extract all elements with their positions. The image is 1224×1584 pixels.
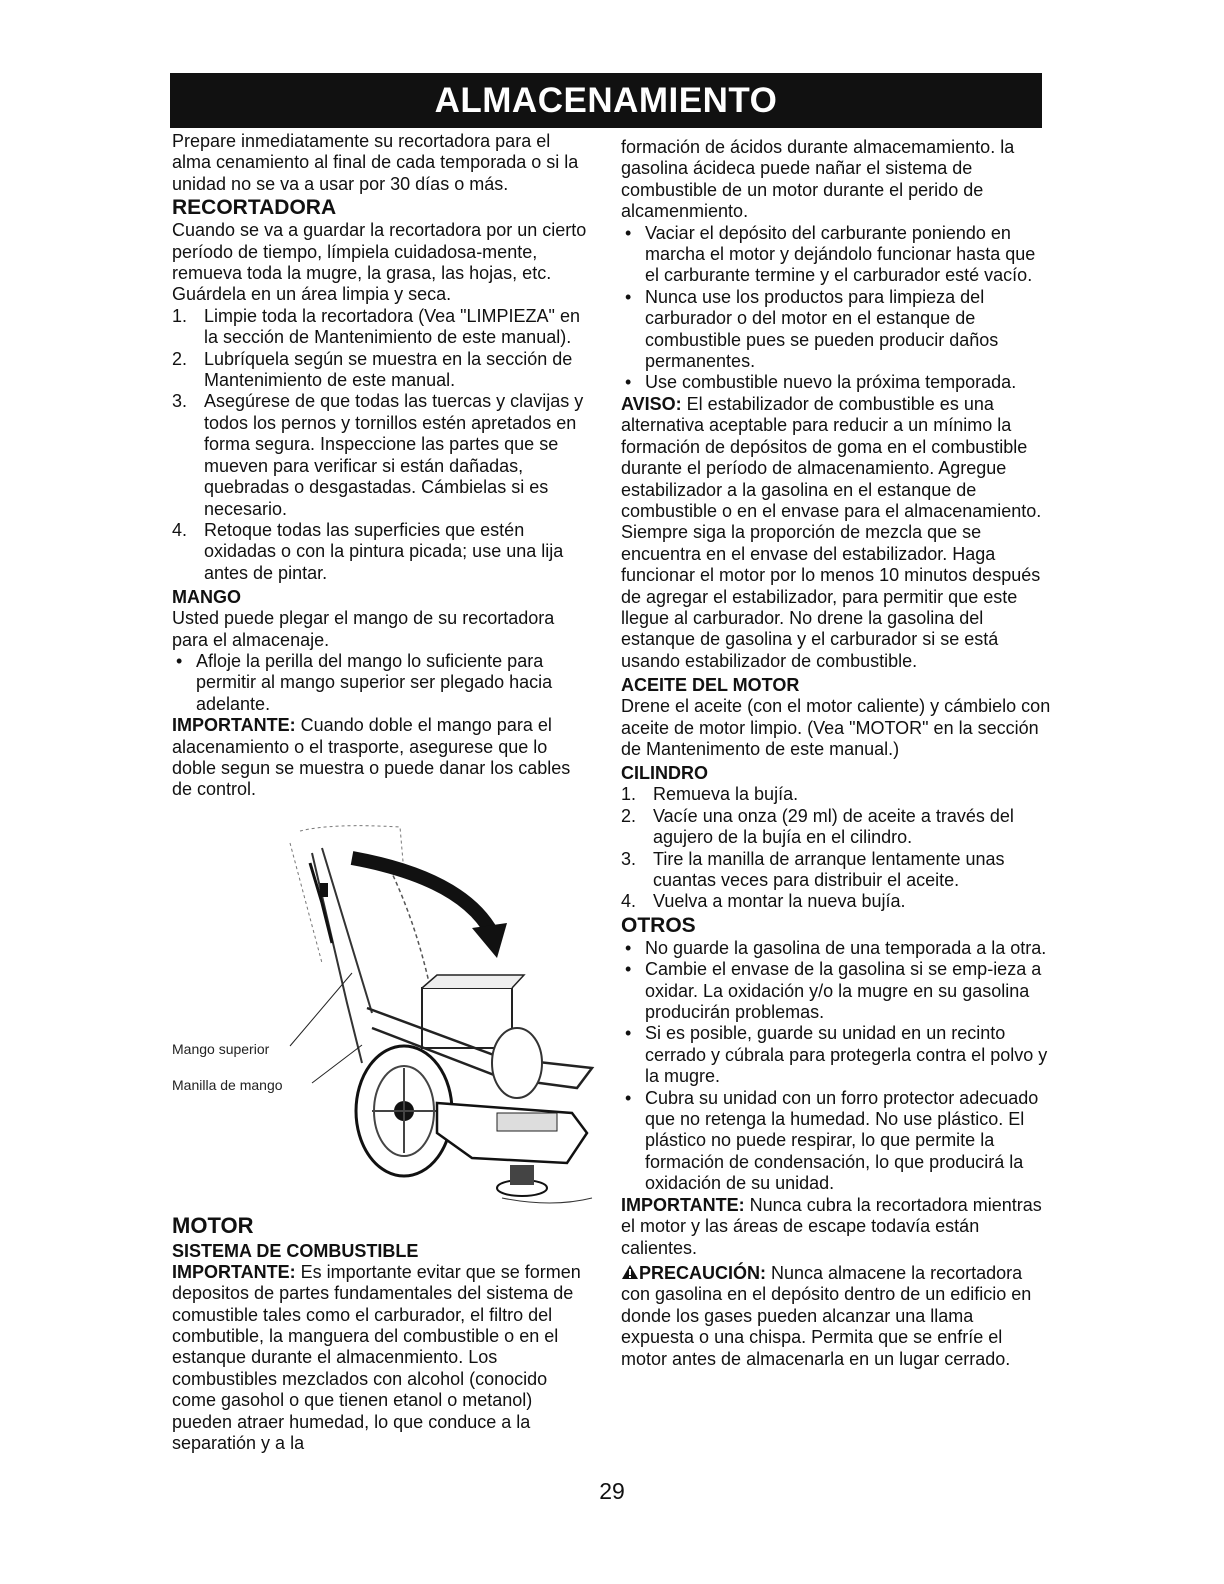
otros-bullets — [621, 938, 1051, 1195]
intro-paragraph: Prepare inmediatamente su recortadora para el alma cenamiento al final de cada temporada o si la unidad no se va a usar por 30 días o más. — [172, 131, 579, 194]
fuel-bullets — [621, 223, 1051, 394]
list-item: • Afloje la perilla del mango lo suficiente para permitir al mango superior ser plegado hacia adelante. — [176, 650, 553, 714]
recortadora-paragraph: Cuando se va a guardar la recortadora por un cierto período de tiempo, límpiela cuidadosa-mente, remueva toda la mugre, la grasa, las hojas, etc. Guárdela en un área limpia y seca. — [172, 220, 587, 305]
list-item: • Nunca use los productos para limpieza del carburador o del motor en el estanque de combustible pues se pueden producir daños permanentes. — [625, 286, 999, 372]
list-item: • No guarde la gasolina de una temporada a la otra. — [625, 937, 1047, 958]
mango-important: IMPORTANTE: Cuando doble el mango para el alacenamiento o el trasporte, asegurese que lo doble segun se muestra o puede danar los cables de control. — [172, 715, 571, 800]
right-column — [621, 137, 1051, 1370]
continuation-paragraph: formación de ácidos durante almacemamiento. la gasolina ácideca puede nañar el sistema de combustible de un motor durante el perido de alcamenmiento. — [621, 137, 1015, 222]
list-item: 1. Limpie toda la recortadora (Vea "LIMPIEZA" en la sección de Mantenimiento de este manual). — [172, 305, 580, 348]
list-item: 2. Lubríquela según se muestra en la sección de Mantenimiento de este manual. — [172, 348, 573, 391]
motor-important: IMPORTANTE: Es importante evitar que se formen depositos de partes fundamentales del sistema de comustible tales como el carburador, el filtro del combutible, la manguera del combustible o en el estanque durante el almacenmiento. Los combustibles mezclados con alcohol (conocido come gasohol o que tienen etanol o metanol) pueden atraer humedad, lo que conduce a la separatión y a la — [172, 1261, 581, 1454]
warning-triangle-icon — [621, 1264, 639, 1280]
page-title: ALMACENAMIENTO — [170, 73, 1042, 128]
cilindro-heading: CILINDRO — [621, 763, 708, 784]
callout-handle-knob: Manilla de mango — [172, 1076, 283, 1093]
trimmer-drawing — [172, 813, 602, 1213]
recortadora-heading: RECORTADORA — [172, 196, 337, 220]
list-item: 2. Vacíe una onza (29 ml) de aceite a través del agujero de la bujía en el cilindro. — [621, 805, 1014, 848]
list-item: • Cambie el envase de la gasolina si se emp-ieza a oxidar. La oxidación y/o la mugre en su gasolina producirán problemas. — [625, 959, 1042, 1023]
list-item: • Cubra su unidad con un forro protector adecuado que no retenga la humedad. No use plástico. El plástico no puede respirar, lo que permite la formación de condensación, lo que producirá la oxidación de su unidad. — [625, 1087, 1039, 1194]
list-item: • Si es posible, guarde su unidad en un recinto cerrado y cúbrala para protegerla contra el polvo y la mugre. — [625, 1023, 1048, 1087]
motor-heading: MOTOR — [172, 1212, 254, 1238]
list-item: 4. Retoque todas las superficies que estén oxidadas o con la pintura picada; use una lija antes de pintar. — [172, 519, 564, 583]
cilindro-steps — [621, 784, 1051, 912]
callout-upper-handle: Mango superior — [172, 1040, 270, 1057]
aceite-paragraph: Drene el aceite (con el motor caliente) y cámbielo con aceite de motor limpio. (Vea "MOTOR" en la sección de Mantenimento de este manual.) — [621, 696, 1051, 759]
mango-heading: MANGO — [172, 587, 241, 608]
page-number: 29 — [599, 1478, 625, 1504]
motor-section — [172, 1213, 592, 1455]
trimmer-illustration — [172, 813, 592, 1213]
list-item: • Vaciar el depósito del carburante poniendo en marcha el motor y dejándolo funcionar hasta que el carburante termine y el carburador esté vacío. — [625, 222, 1036, 286]
list-item: 1. Remueva la bujía. — [621, 784, 799, 805]
recortadora-steps — [172, 306, 592, 584]
aviso-paragraph: AVISO: El estabilizador de combustible es una alternativa aceptable para reducir a un mínimo la formación de depósitos de goma en el combustible durante el período de almacenamiento. Agregue estabilizador a la gasolina en el estanque de combustible o en el envase para el almacenamiento. Siempre siga la proporción de mezcla que se encuentra en el envase del estabilizador. Haga funcionar el motor por lo menos 10 minutos después de agregar el estabilizador, para permitir que este llegue al carburador. No drene la gasolina del estanque de gasolina y el carburador si se está usando estabilizador de combustible. — [621, 393, 1042, 671]
fuel-system-heading: SISTEMA DE COMBUSTIBLE — [172, 1240, 419, 1261]
aceite-heading: ACEITE DEL MOTOR — [621, 675, 800, 696]
list-item: • Use combustible nuevo la próxima temporada. — [625, 372, 1017, 393]
list-item: 3. Tire la manilla de arranque lentamente unas cuantas veces para distribuir el aceite. — [621, 848, 1005, 890]
left-column — [172, 131, 592, 1454]
mango-bullets — [172, 651, 592, 715]
caution-paragraph: PRECAUCIÓN: Nunca almacene la recortadora con gasolina en el depósito dentro de un edificio en donde los gases pueden alcanzar una llama expuesta o una chispa. Permita que se enfríe el motor antes de almacenarla en un lugar cerrado. — [621, 1262, 1032, 1369]
otros-important: IMPORTANTE: Nunca cubra la recortadora mientras el motor y las áreas de escape todavía están calientes. — [621, 1194, 1042, 1258]
mango-paragraph: Usted puede plegar el mango de su recortadora para el almacenaje. — [172, 608, 555, 650]
otros-heading: OTROS — [621, 913, 696, 937]
list-item: 4. Vuelva a montar la nueva bujía. — [621, 891, 906, 912]
list-item: 3. Asegúrese de que todas las tuercas y clavijas y todos los pernos y tornillos estén apretados en forma segura. Inspeccione las partes que se mueven para verificar si están dañadas, quebradas o desgastadas. Cámbielas si es necesario. — [172, 391, 584, 519]
